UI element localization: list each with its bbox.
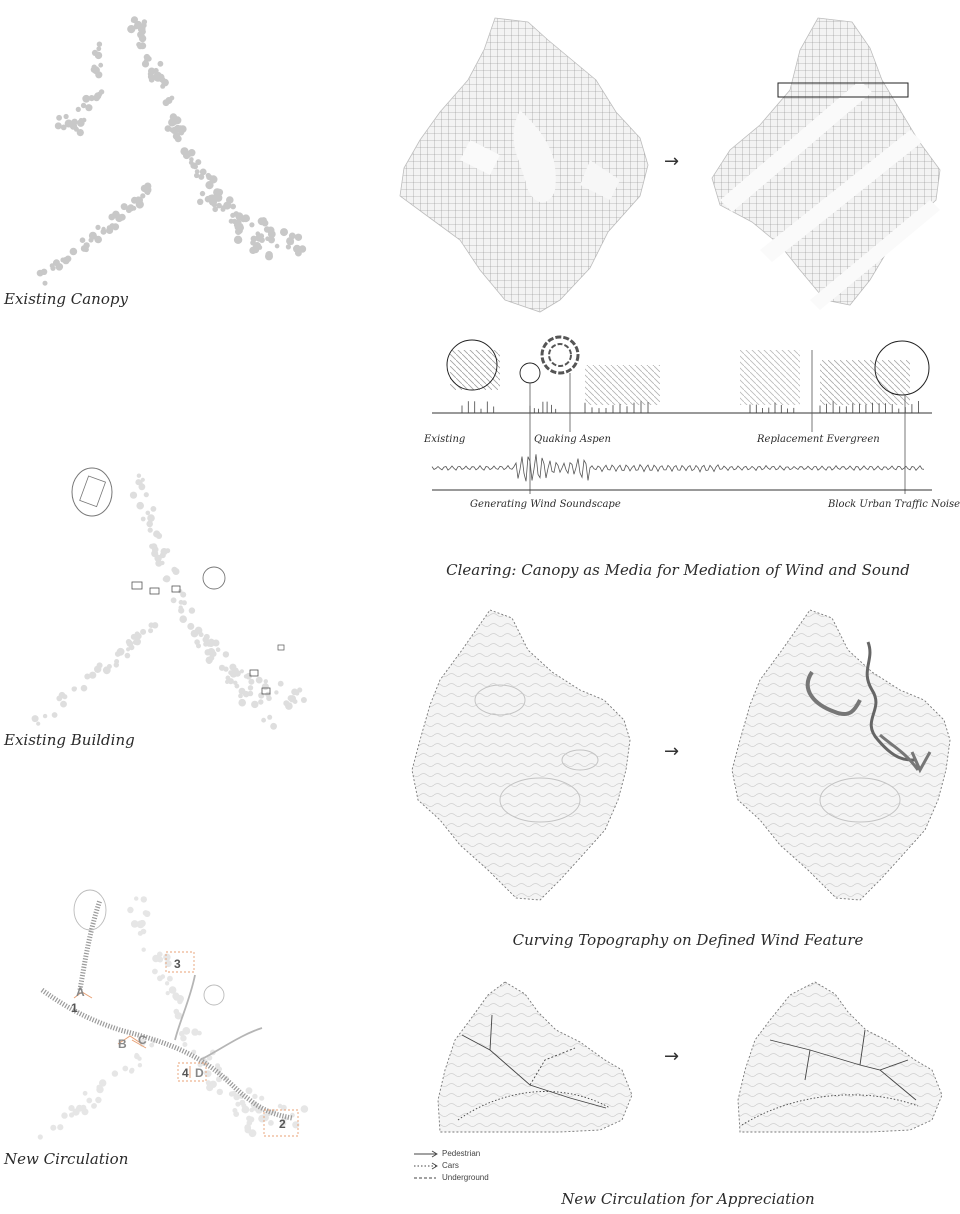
marker-a: A [76, 985, 85, 999]
label-replacement-evergreen: Replacement Evergreen [757, 434, 880, 445]
caption-clearing: Clearing: Canopy as Media for Mediation of Wind and Sound [446, 561, 910, 579]
existing-building-plan [32, 468, 307, 730]
caption-new-circulation: New Circulation [4, 1150, 129, 1168]
building-footprint [72, 468, 112, 516]
caption-existing-canopy: Existing Canopy [4, 290, 128, 308]
marker-4: 4 [182, 1066, 189, 1080]
transform-arrow-1: → [664, 151, 680, 172]
circulation-existing [438, 982, 632, 1132]
label-traffic-noise: Block Urban Traffic Noise [828, 499, 960, 510]
wind-sound-section [432, 337, 932, 494]
marker-2: 2 [279, 1117, 286, 1131]
label-wind-soundscape: Generating Wind Soundscape [470, 499, 621, 510]
topography-proposed [732, 610, 950, 900]
transform-arrow-3: → [664, 1046, 680, 1067]
caption-topography: Curving Topography on Defined Wind Feature [512, 931, 864, 949]
legend-pedestrian: Pedestrian [442, 1149, 481, 1158]
legend [414, 1151, 437, 1178]
marker-b: B [118, 1037, 127, 1051]
legend-cars: Cars [442, 1161, 459, 1170]
legend-underground: Underground [442, 1173, 489, 1182]
building-silo [203, 567, 225, 589]
canopy-grid-proposed [712, 18, 940, 310]
marker-d: D [195, 1066, 204, 1080]
caption-existing-building: Existing Building [4, 731, 135, 749]
canopy-grid-existing [400, 18, 648, 312]
marker-1: 1 [71, 1001, 78, 1015]
marker-3: 3 [174, 957, 181, 971]
label-quaking-aspen: Quaking Aspen [534, 434, 611, 445]
existing-canopy-plan [37, 16, 307, 286]
caption-circulation-appreciation: New Circulation for Appreciation [561, 1190, 815, 1208]
transform-arrow-2: → [664, 741, 680, 762]
topography-existing [412, 610, 630, 900]
marker-c: C [138, 1033, 147, 1047]
circulation-proposed [738, 982, 942, 1132]
label-existing: Existing [424, 434, 466, 445]
new-circulation-plan [38, 890, 309, 1140]
